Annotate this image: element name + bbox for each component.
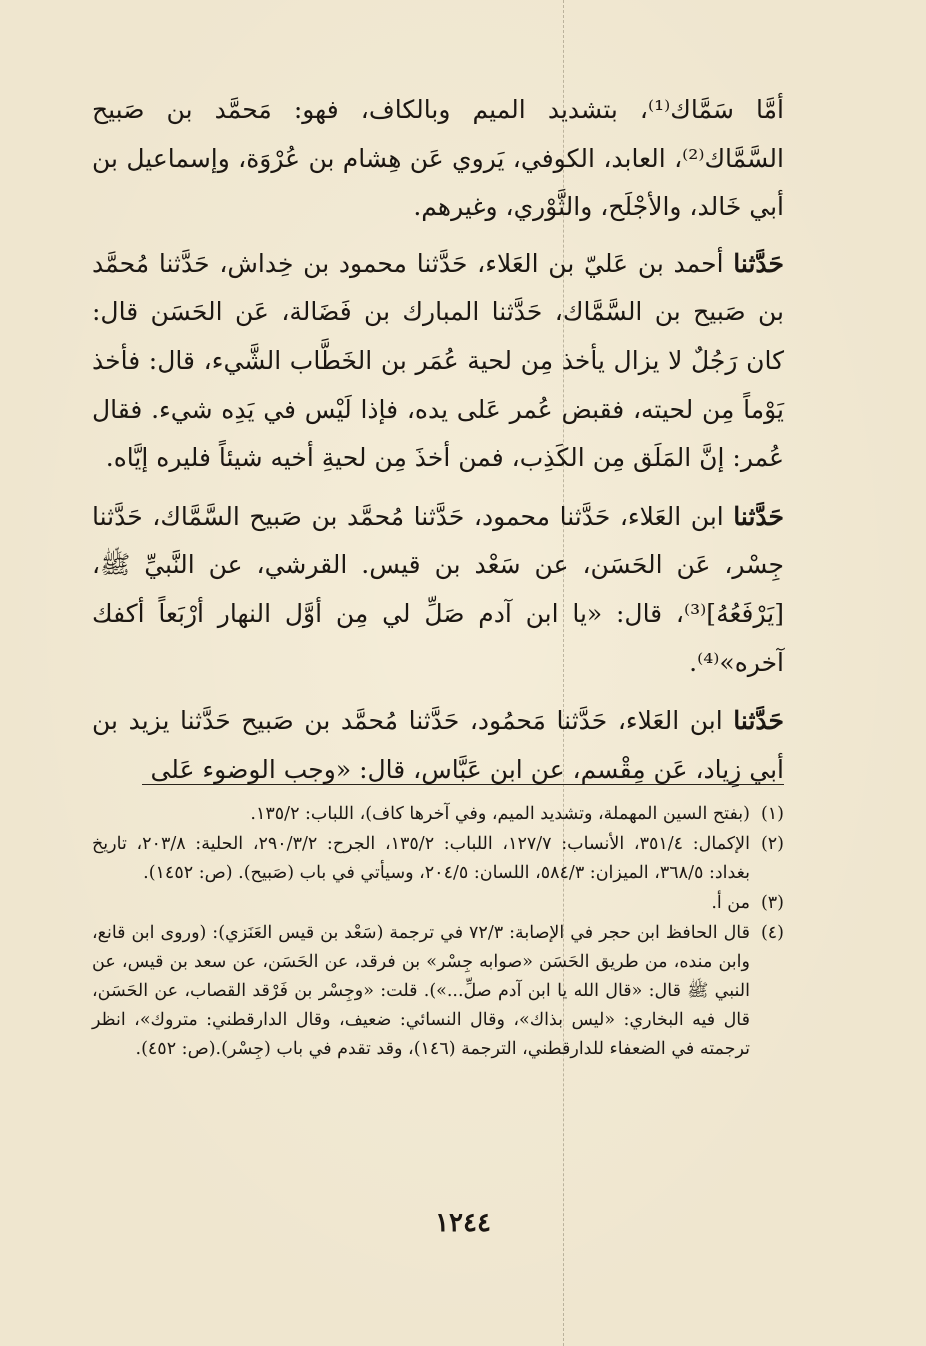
footnote-number: (٢) [760,834,784,854]
footnote-number: (١) [760,804,784,824]
footnote-1 [92,800,784,829]
footnote-number: (٤) [760,923,784,943]
main-text [92,86,784,804]
footnote-text: قال الحافظ ابن حجر في الإصابة: ٧٢/٣ في ترجمة (سَعْد بن قيس العَنَزي): (وروى ابن قانع، وابن منده، من طريق الحَسَن «صوابه جِسْر» بن فرقد، عن الحَسَن، عن سعد بن قيس، عن النبي ﷺ قال: «قال الله يا ابن آدم صلِّ...»). قلت: «وجِسْر بن فَرْقد القصاب، عن الحَسَن، قال فيه البخاري: «ليس بذاك»، وقال النسائي: ضعيف، وقال الدارقطني: متروك»، انظر ترجمته في الضعفاء للدارقطني، الترجمة (١٤٦)، وقد تقدم في باب (جِسْر).(ص: ٤٥٢). [92,923,750,1059]
page-number: ١٢٤٤ [435,1208,491,1238]
footnote-text: الإكمال: ٣٥١/٤، الأنساب: ١٢٧/٧، اللباب: ١٣٥/٢، الجرح: ٢٩٠/٣/٢، الحلية: ٢٠٣/٨، تاريخ بغداد: ٣٦٨/٥، الميزان: ٥٨٤/٣، اللسان: ٢٠٤/٥، وسيأتي في باب (صَبيح). (ص: ١٤٥٢). [92,834,750,883]
footnotes [92,800,784,1065]
footnote-3 [92,889,784,918]
paragraph-body: ابن العَلاء، حَدَّثنا مَحمُود، حَدَّثنا مُحمَّد بن صَبيح حَدَّثنا يزيد بن أبي زِياد، عَن مِقْسم، عن ابن عَبَّاس، قال: «وجب الوضوء عَلى [92,706,784,784]
paragraph-body: أحمد بن عَليّ بن العَلاء، حَدَّثنا محمود بن خِداش، حَدَّثنا مُحمَّد بن صَبيح بن السَّمَّاك، حَدَّثنا المبارك بن فَضَالة، عَن الحَسَن قال: كان رَجُلٌ لا يزال يأخذ مِن لحية عُمَر بن الخَطَّاب الشَّيء، قال: فأخذ يَوْماً مِن لحيته، فقبض عُمر عَلى يده، فإذا لَيْس في يَدِه شيء. فقال عُمر: إنَّ المَلَق مِن الكَذِب، فمن أخذَ مِن لحيةِ أخيه شيئاً فليره إيَّاه. [92,248,784,473]
footnote-number: (٣) [760,893,784,913]
footnote-2 [92,830,784,888]
paragraph-1 [92,86,784,232]
paragraph-body: أمَّا سَمَّاك⁽¹⁾، بتشديد الميم وبالكاف، فهو: مَحمَّد بن صَبيح السَّمَّاك⁽²⁾، العابد، الكوفي، يَروي عَن هِشام بن عُرْوَة، وإسماعيل بن أبي خَالد، والأجْلَح، والثَّوْري، وغيرهم. [92,95,784,222]
paragraph-3 [92,493,784,687]
paragraph-lead: حَدَّثنا [733,248,784,278]
paragraph-lead: حَدَّثنا [733,706,784,736]
footnote-4 [92,919,784,1064]
footnote-text: (بفتح السين المهملة، وتشديد الميم، وفي آخرها كاف)، اللباب: ١٣٥/٢. [250,804,750,824]
paragraph-lead: حَدَّثنا [733,501,784,531]
paragraph-4 [92,697,784,794]
footnote-separator [142,784,784,785]
footnote-text: من أ. [711,893,750,913]
paragraph-2 [92,240,784,483]
paragraph-body: ابن العَلاء، حَدَّثنا محمود، حَدَّثنا مُحمَّد بن صَبيح السَّمَّاك، حَدَّثنا جِسْر، عَن الحَسَن، عن سَعْد بن قيس. القرشي، عن النَّبيِّ ﷺ، [يَرْفَعُهُ]⁽³⁾، قال: «يا ابن آدم صَلِّ لي مِن أوَّل النهار أرْبَعاً أكفك آخره»⁽⁴⁾. [92,501,784,677]
